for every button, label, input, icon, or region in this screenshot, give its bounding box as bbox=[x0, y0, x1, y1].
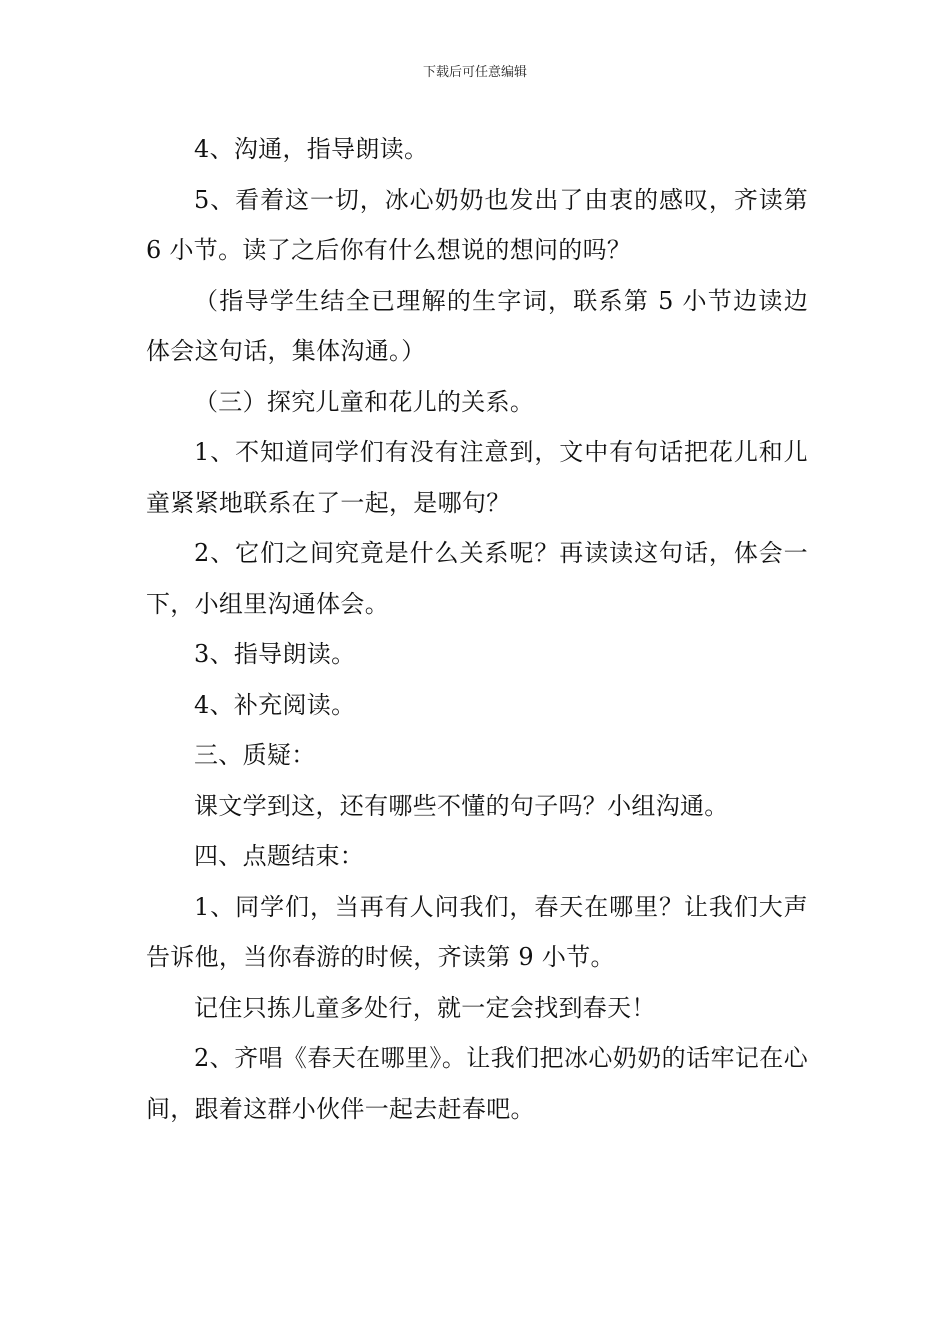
paragraph-9: 三、质疑： bbox=[194, 741, 316, 769]
paragraph-13: 记住只拣儿童多处行，就一定会找到春天！ bbox=[194, 993, 656, 1022]
paragraph-6: 2、它们之间究竟是什么关系呢？再读读这句话，体会一下，小组里沟通体会。 bbox=[146, 539, 808, 618]
paragraph-2: 5、看着这一切，冰心奶奶也发出了由衷的感叹，齐读第 6 小节。读了之后你有什么想说的想问的吗？ bbox=[146, 185, 808, 264]
paragraph-1: 4、沟通，指导朗读。 bbox=[194, 135, 429, 163]
paragraph-10: 课文学到这，还有哪些不懂的句子吗？小组沟通。 bbox=[194, 791, 729, 820]
paragraph-5: 1、不知道同学们有没有注意到，文中有句话把花儿和儿童紧紧地联系在了一起，是哪句？ bbox=[146, 438, 808, 517]
paragraph-14: 2、齐唱《春天在哪里》。让我们把冰心奶奶的话牢记在心间，跟着这群小伙伴一起去赶春吧。 bbox=[146, 1044, 808, 1123]
paragraph-7: 3、指导朗读。 bbox=[194, 640, 356, 668]
paragraph-12: 1、同学们，当再有人问我们，春天在哪里？让我们大声告诉他，当你春游的时候，齐读第 9 小节。 bbox=[146, 892, 808, 971]
paragraph-4: （三）探究儿童和花儿的关系。 bbox=[194, 387, 535, 416]
paragraph-3: （指导学生结全已理解的生字词，联系第 5 小节边读边体会这句话，集体沟通。） bbox=[146, 286, 808, 365]
page-header: 下载后可任意编辑 bbox=[422, 65, 527, 80]
paragraph-11: 四、点题结束： bbox=[194, 842, 365, 870]
document-body bbox=[146, 124, 808, 1134]
paragraph-8: 4、补充阅读。 bbox=[194, 690, 356, 719]
